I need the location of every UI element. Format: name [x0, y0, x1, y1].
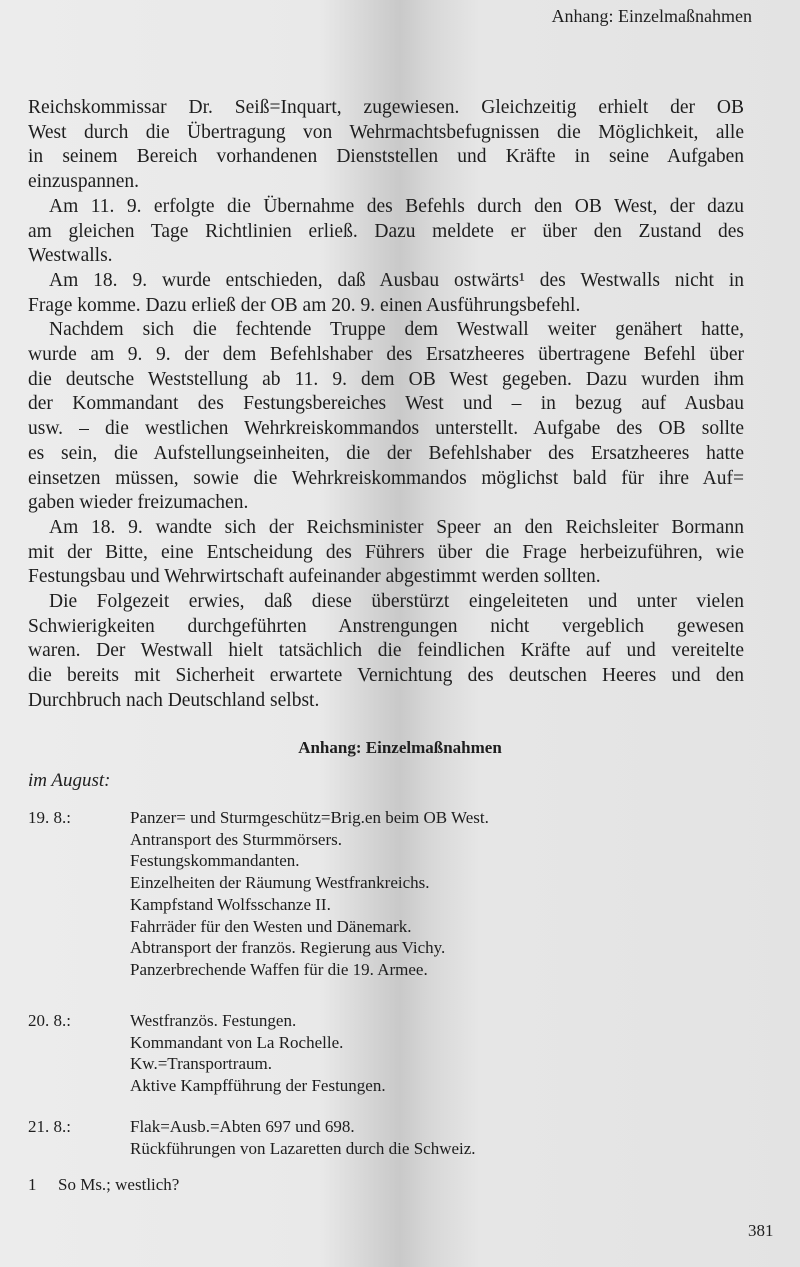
text-line: Schwierigkeiten durchgeführten Anstrengungen nicht vergeblich gewesen [28, 615, 744, 637]
entry-item: Rückführungen von Lazaretten durch die Schweiz. [130, 1138, 476, 1158]
text-line: Am 18. 9. wandte sich der Reichsminister Speer an den Reichsleiter Bormann [49, 516, 744, 538]
text-line: mit der Bitte, eine Entscheidung des Führers über die Frage herbeizuführen, wie [28, 541, 744, 563]
entry-item: Antransport des Sturmmörsers. [130, 829, 343, 849]
text-line: Am 18. 9. wurde entschieden, daß Ausbau ostwärts¹ des Westwalls nicht in [49, 269, 744, 291]
text-line: West durch die Übertragung von Wehrmachtsbefugnissen die Möglichkeit, alle [28, 121, 744, 143]
entry-items [130, 1116, 476, 1159]
text-line: Frage komme. Dazu erließ der OB am 20. 9. einen Ausführungsbefehl. [28, 294, 581, 316]
text-line: usw. – die westlichen Wehrkreiskommandos unterstellt. Aufgabe des OB sollte [28, 418, 744, 440]
page-number: 381 [748, 1221, 774, 1240]
entry-items [130, 807, 489, 981]
text-line: in seinem Bereich vorhandenen Dienststellen und Kräfte in seine Aufgaben [28, 146, 744, 168]
text-line: Die Folgezeit erwies, daß diese überstürzt eingeleiteten und unter vielen [49, 591, 744, 613]
running-head: Anhang: Einzelmaßnahmen [551, 6, 752, 26]
entry-item: Westfranzös. Festungen. [130, 1011, 297, 1030]
section-heading: Anhang: Einzelmaßnahmen [298, 738, 502, 757]
entry-item: Kommandant von La Rochelle. [130, 1032, 344, 1052]
entry-item: Abtransport der französ. Regierung aus Vichy. [130, 938, 446, 958]
text-line: einzuspannen. [28, 171, 140, 193]
entry-item: Einzelheiten der Räumung Westfrankreichs. [130, 873, 430, 893]
text-line: einsetzen müssen, sowie die Wehrkreiskommandos möglichst bald für ihre Auf= [28, 467, 744, 489]
paragraph [28, 96, 744, 195]
text-line: Festungsbau und Wehrwirtschaft aufeinander abgestimmt werden sollten. [28, 566, 601, 588]
entry-21-8 [28, 1116, 476, 1159]
text-line: Am 11. 9. erfolgte die Übernahme des Befehls durch den OB West, der dazu [49, 195, 744, 217]
entry-date: 20. 8.: [28, 1011, 71, 1030]
entry-20-8 [28, 1010, 386, 1097]
text-line: gaben wieder freizumachen. [28, 492, 249, 514]
paragraph [28, 318, 744, 516]
entry-item: Flak=Ausb.=Abten 697 und 698. [130, 1117, 355, 1136]
paragraph [28, 195, 744, 269]
footnote [28, 1175, 179, 1195]
text-line: die bereits mit Sicherheit erwartete Vernichtung des deutschen Heeres und den [28, 665, 744, 687]
entry-item: Festungskommandanten. [130, 851, 300, 871]
entry-item: Fahrräder für den Westen und Dänemark. [130, 916, 412, 936]
text-line: es sein, die Aufstellungseinheiten, die der Befehlshaber des Ersatzheeres hatte [28, 442, 744, 464]
text-line: die deutsche Weststellung ab 11. 9. dem OB West gegeben. Dazu wurden ihm [28, 368, 744, 390]
body-text [28, 96, 744, 714]
entry-item: Panzer= und Sturmgeschütz=Brig.en beim OB West. [130, 808, 489, 827]
text-line: der Kommandant des Festungsbereiches West und – in bezug auf Ausbau [28, 393, 744, 415]
entry-item: Kw.=Transportraum. [130, 1054, 272, 1074]
text-line: Durchbruch nach Deutschland selbst. [28, 689, 320, 711]
month-label: im August: [28, 770, 111, 791]
entry-19-8 [28, 807, 489, 981]
text-line: wurde am 9. 9. der dem Befehlshaber des Ersatzheeres übertragene Befehl über [28, 344, 744, 366]
text-line: waren. Der Westwall hielt tatsächlich die feindlichen Kräfte auf und vereitelte [28, 640, 744, 662]
entry-item: Kampfstand Wolfsschanze II. [130, 894, 331, 914]
paragraph [28, 269, 744, 318]
entry-item: Aktive Kampfführung der Festungen. [130, 1076, 386, 1096]
entry-date: 19. 8.: [28, 808, 71, 827]
footnote-text: So Ms.; westlich? [58, 1175, 180, 1194]
entry-item: Panzerbrechende Waffen für die 19. Armee. [130, 959, 428, 979]
entry-items [130, 1010, 386, 1097]
entry-date: 21. 8.: [28, 1117, 71, 1136]
paragraph [28, 590, 744, 714]
text-line: Reichskommissar Dr. Seiß=Inquart, zugewiesen. Gleichzeitig erhielt der OB [28, 97, 744, 118]
text-line: Westwalls. [28, 245, 113, 267]
text-line: Nachdem sich die fechtende Truppe dem Westwall weiter genähert hatte, [49, 319, 744, 341]
paragraph [28, 516, 744, 590]
text-line: am gleichen Tage Richtlinien erließ. Dazu meldete er über den Zustand des [28, 220, 744, 242]
footnote-number: 1 [28, 1175, 37, 1194]
